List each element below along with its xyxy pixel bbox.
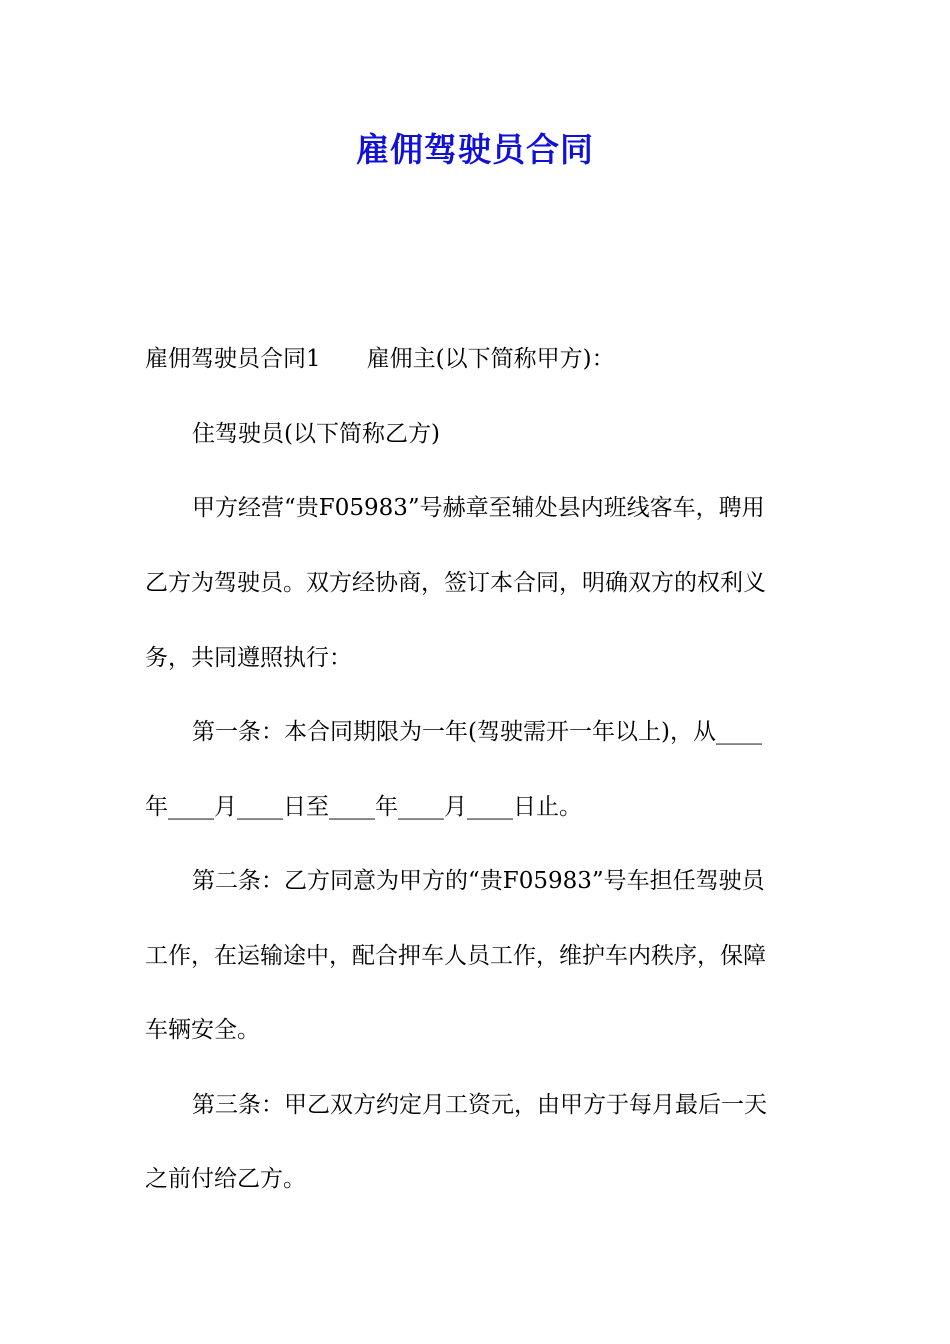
article-1-line: 年____月____日至____年____月____日止。 [145, 794, 582, 820]
article-3-line: 第三条：甲乙双方约定月工资元，由甲方于每月最后一天 [192, 1092, 767, 1118]
article-1-line: 第一条：本合同期限为一年(驾驶需开一年以上)，从____ [192, 719, 762, 745]
paragraph-line: 甲方经营“贵F05983”号赫章至辅处县内班线客车，聘用 [192, 495, 765, 521]
article-3-line: 之前付给乙方。 [145, 1166, 306, 1192]
party-b-line: 住驾驶员(以下简称乙方) [192, 421, 440, 447]
paragraph-line: 务，共同遵照执行： [145, 645, 352, 671]
article-2-line: 第二条：乙方同意为甲方的“贵F05983”号车担任驾驶员 [192, 868, 765, 894]
document-title: 雇佣驾驶员合同 [356, 130, 594, 169]
article-2-line: 工作，在运输途中，配合押车人员工作，维护车内秩序，保障 [145, 943, 766, 969]
intro-line: 雇佣驾驶员合同1 雇佣主(以下简称甲方)： [145, 346, 615, 372]
paragraph-line: 乙方为驾驶员。双方经协商，签订本合同，明确双方的权利义 [145, 570, 766, 596]
article-2-line: 车辆安全。 [145, 1017, 260, 1043]
